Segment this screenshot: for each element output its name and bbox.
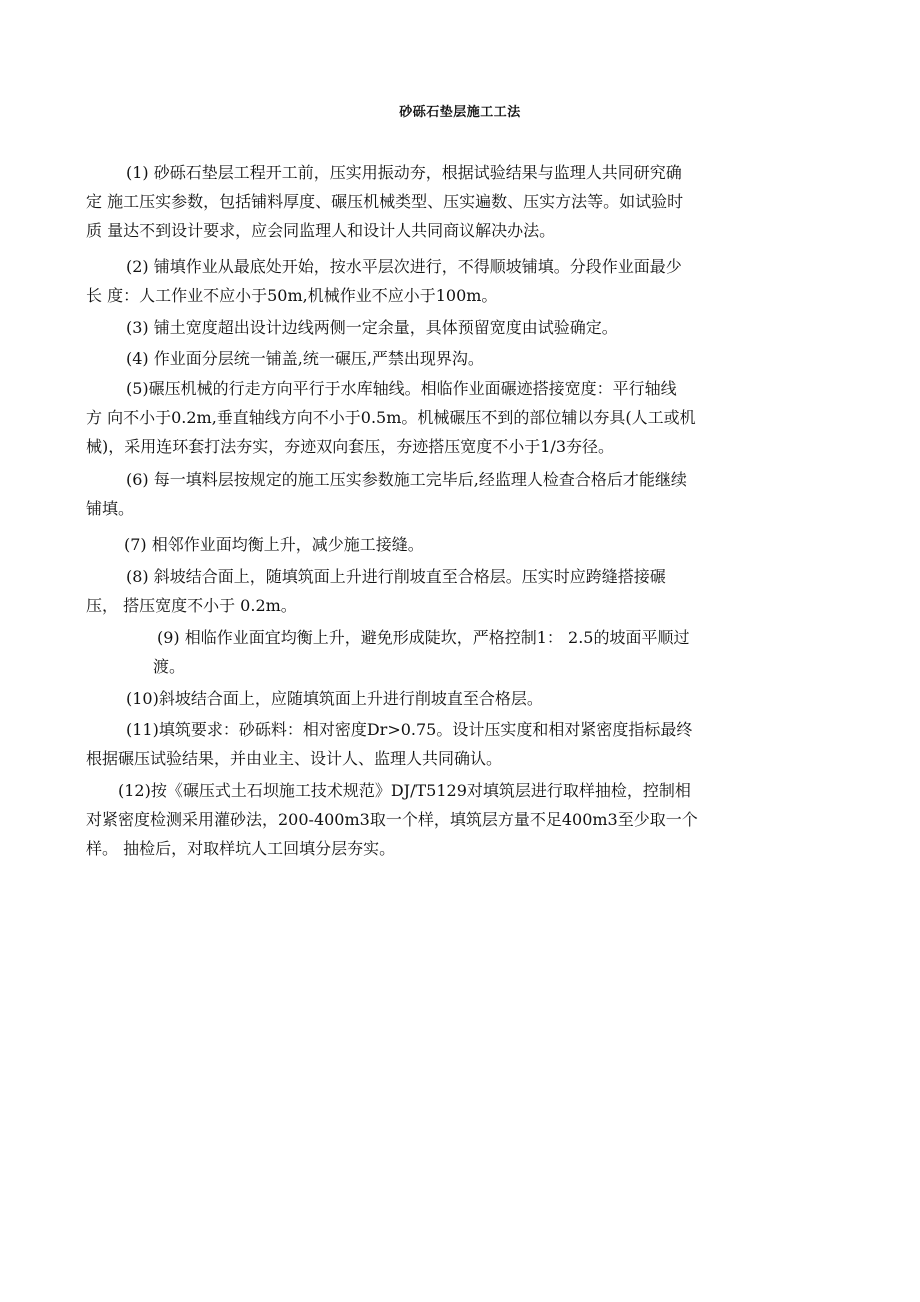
paragraph-11-line-2: 根据碾压试验结果，并由业主、设计人、监理人共同确认。 (86, 749, 503, 768)
paragraph-5-line-2: 方 向不小于0.2m,垂直轴线方向不小于0.5m。机械碾压不到的部位辅以夯具(人工或机 (86, 408, 696, 427)
paragraph-9 (153, 623, 690, 681)
paragraph-8 (86, 562, 666, 620)
paragraph-9-line-1: (9) 相临作业面宜均衡上升，避免形成陡坎，严格控制1： 2.5的坡面平顺过 (157, 628, 690, 647)
paragraph-6-line-2: 铺填。 (86, 499, 135, 518)
paragraph-7-line-1: (7) 相邻作业面均衡上升，减少施工接缝。 (124, 535, 424, 554)
paragraph-2 (86, 252, 682, 310)
paragraph-1-line-3: 质 量达不到设计要求，应会同监理人和设计人共同商议解决办法。 (86, 221, 556, 240)
paragraph-12-line-1: (12)按《碾压式土石坝施工技术规范》DJ/T5129对填筑层进行取样抽检，控制相 (118, 781, 691, 800)
paragraph-1 (86, 158, 684, 245)
paragraph-1-line-1: (1) 砂砾石垫层工程开工前，压实用振动夯，根据试验结果与监理人共同研究确 (126, 163, 682, 182)
paragraph-11-line-1: (11)填筑要求：砂砾料：相对密度Dr>0.75。设计压实度和相对紧密度指标最终 (126, 720, 693, 739)
paragraph-5-line-1: (5)碾压机械的行走方向平行于水库轴线。相临作业面碾迹搭接宽度：平行轴线 (126, 379, 677, 398)
paragraph-2-line-2: 长 度：人工作业不应小于50m,机械作业不应小于100m。 (86, 286, 498, 305)
paragraph-8-line-1: (8) 斜坡结合面上，随填筑面上升进行削坡直至合格层。压实时应跨缝搭接碾 (126, 567, 666, 586)
paragraph-12 (86, 776, 698, 863)
paragraph-12-line-3: 样。 抽检后，对取样坑人工回填分层夯实。 (86, 839, 396, 858)
paragraph-5-line-3: 械)，采用连环套打法夯实，夯迹双向套压，夯迹搭压宽度不小于1/3夯径。 (86, 437, 614, 456)
paragraph-8-line-2: 压， 搭压宽度不小于 0.2m。 (86, 596, 297, 615)
document-title: 砂砾石垫层施工工法 (399, 105, 521, 120)
paragraph-9-line-2: 渡。 (153, 657, 186, 676)
paragraph-3-line-1: (3) 铺土宽度超出设计边线两侧一定余量，具体预留宽度由试验确定。 (126, 318, 618, 337)
paragraph-6 (86, 465, 687, 523)
paragraph-10 (126, 684, 543, 713)
paragraph-5 (86, 374, 696, 461)
paragraph-4 (126, 344, 484, 373)
paragraph-1-line-2: 定 施工压实参数，包括铺料厚度、碾压机械类型、压实遍数、压实方法等。如试验时 (86, 192, 684, 211)
paragraph-4-line-1: (4) 作业面分层统一铺盖,统一碾压,严禁出现界沟。 (126, 349, 484, 368)
paragraph-12-line-2: 对紧密度检测采用灌砂法，200-400m3取一个样，填筑层方量不足400m3至少取一个 (86, 810, 698, 829)
paragraph-11 (86, 715, 693, 773)
paragraph-7 (124, 530, 424, 559)
paragraph-2-line-1: (2) 铺填作业从最底处开始，按水平层次进行，不得顺坡铺填。分段作业面最少 (126, 257, 682, 276)
paragraph-3 (126, 313, 618, 342)
paragraph-10-line-1: (10)斜坡结合面上，应随填筑面上升进行削坡直至合格层。 (126, 689, 543, 708)
paragraph-6-line-1: (6) 每一填料层按规定的施工压实参数施工完毕后,经监理人检查合格后才能继续 (126, 470, 687, 489)
